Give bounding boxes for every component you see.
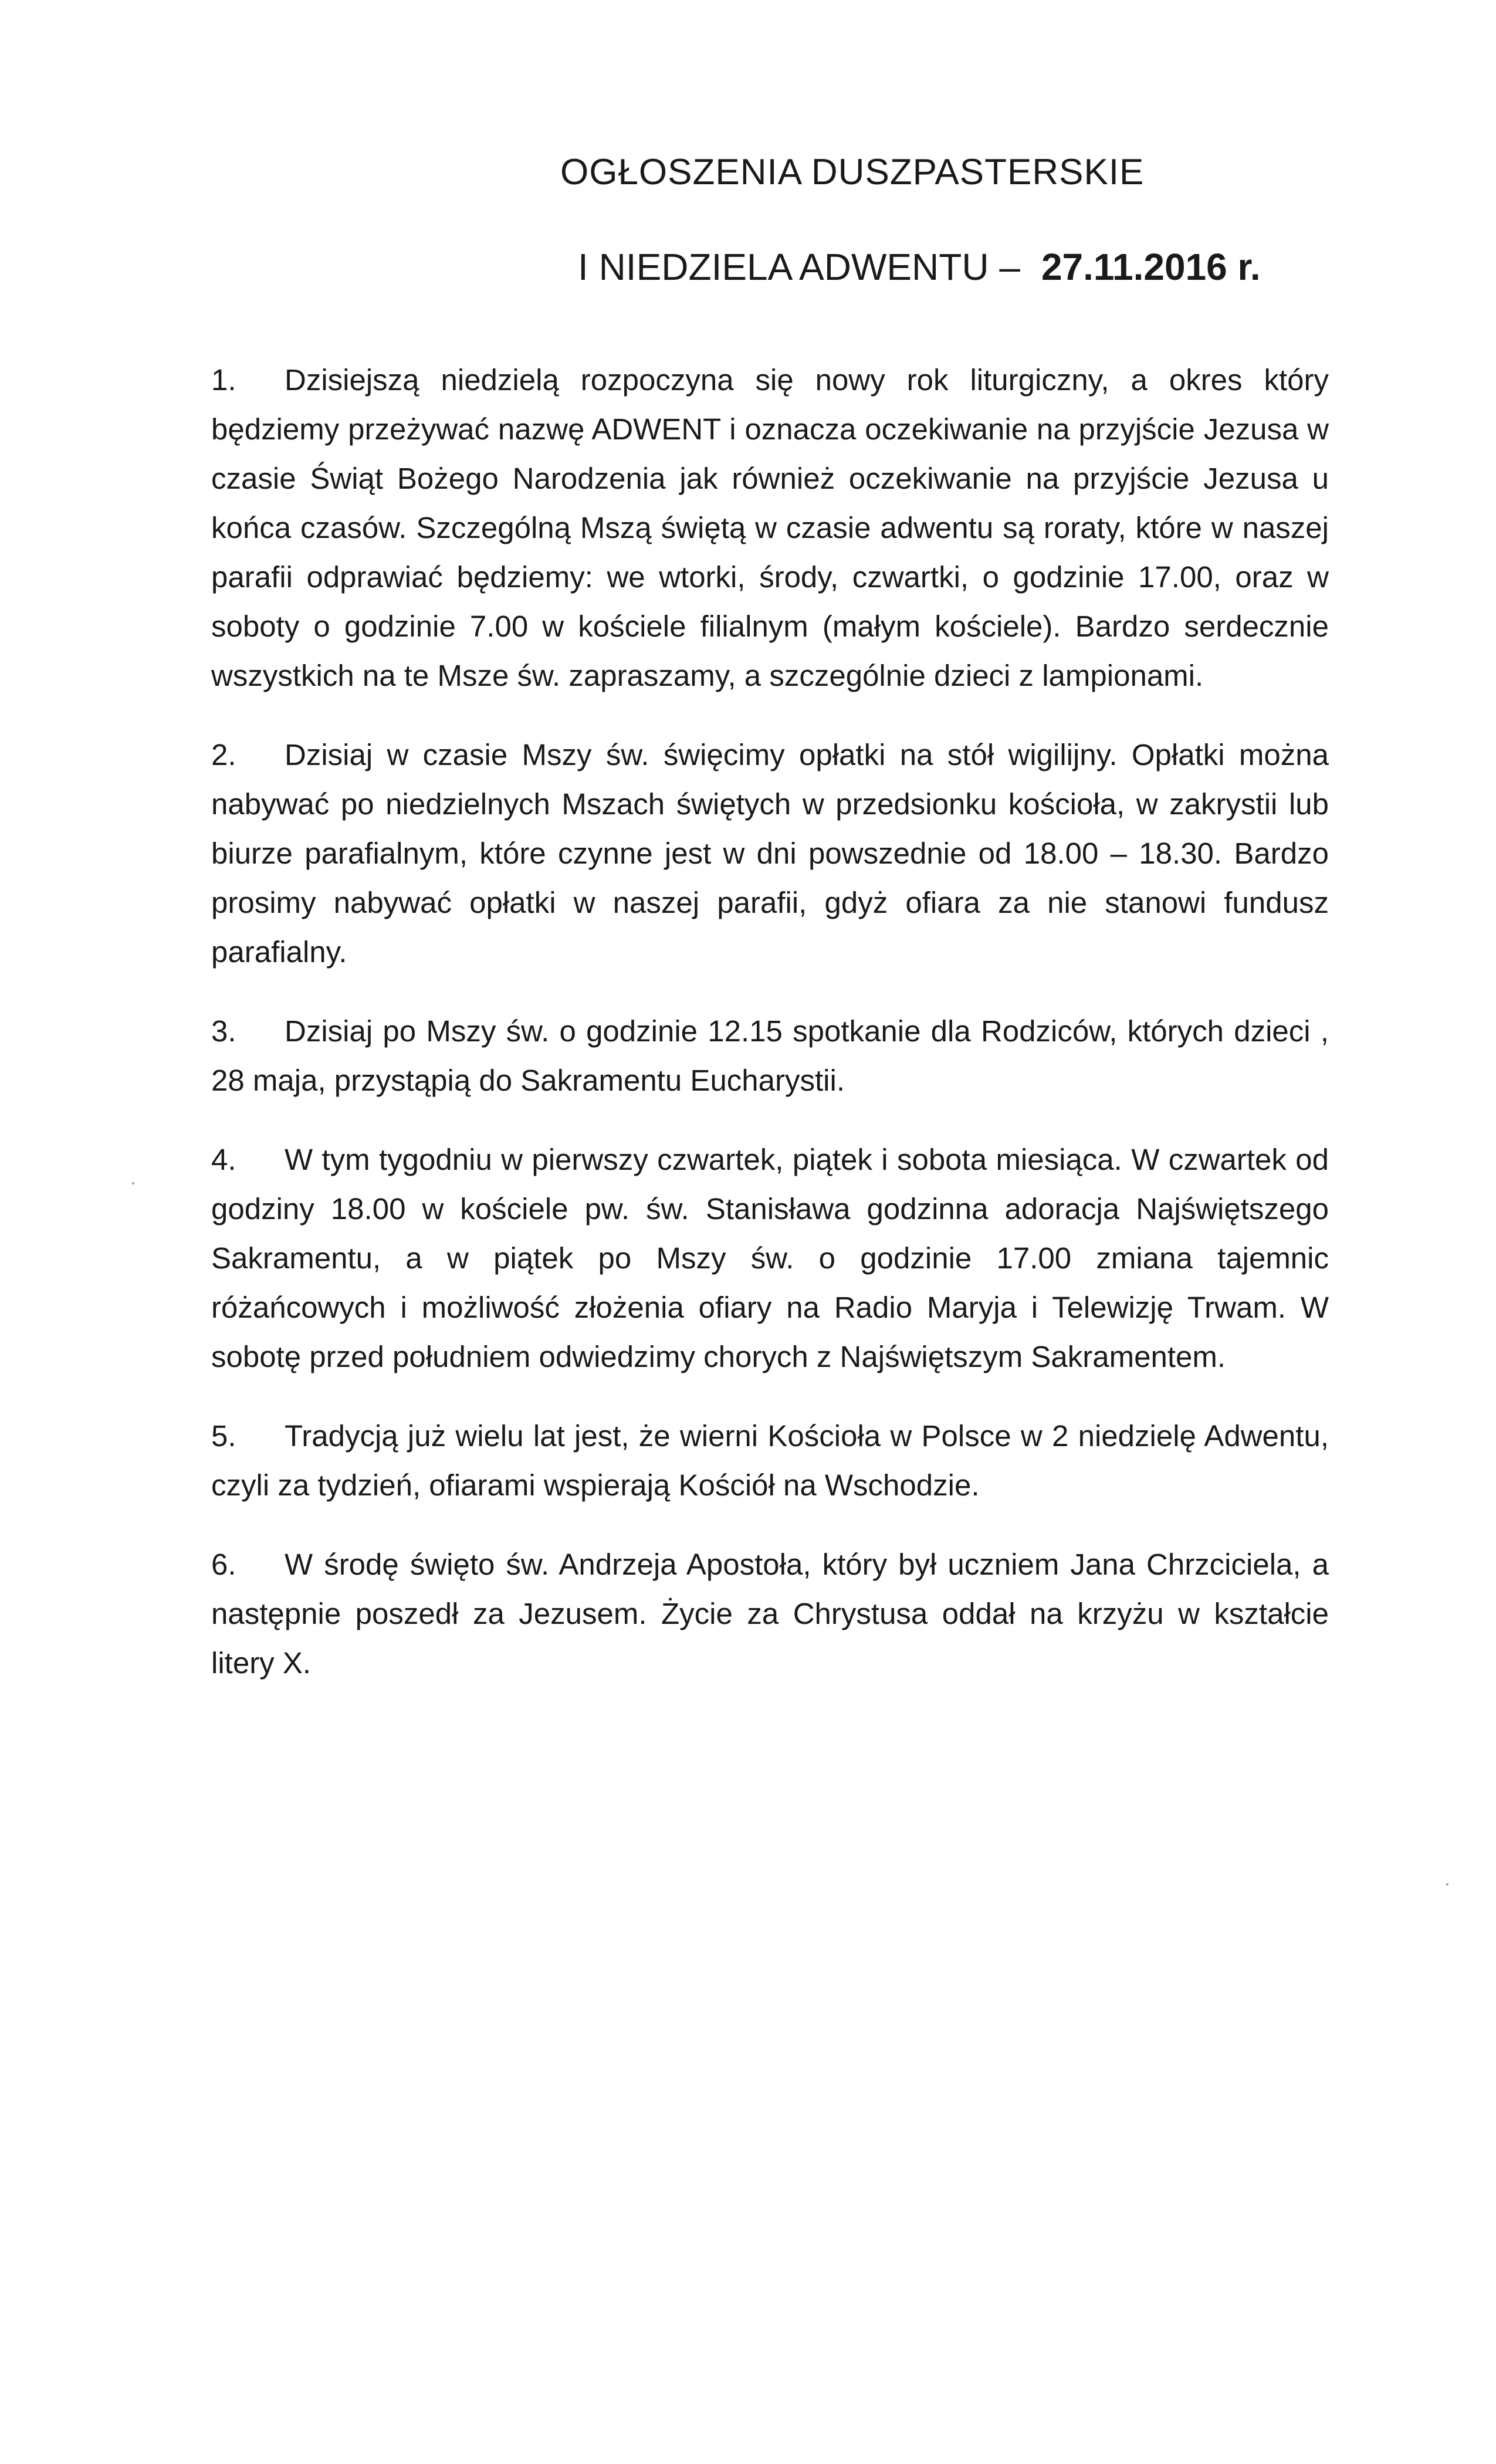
announcement-item <box>211 1007 1329 1105</box>
subtitle-prefix: I NIEDZIELA ADWENTU – <box>578 246 1020 288</box>
announcement-number: 1. <box>211 363 236 397</box>
announcement-text: Tradycją już wielu lat jest, że wierni Kościoła w Polsce w 2 niedzielę Adwentu, czyli za tydzień, ofiarami wspierają Kościół na Wschodzie. <box>211 1419 1329 1502</box>
document-title: OGŁOSZENIA DUSZPASTERSKIE <box>560 152 1145 192</box>
announcement-number: 2. <box>211 738 236 771</box>
announcement-item <box>211 356 1329 700</box>
scan-speck <box>1446 1883 1448 1886</box>
announcement-text: Dzisiejszą niedzielą rozpoczyna się nowy rok liturgiczny, a okres który będziemy przeżywać nazwę ADWENT i oznacza oczekiwanie na przyjście Jezusa w czasie Świąt Bożego Narodzenia jak również oczekiwanie na przyjście Jezusa u końca czasów. Szczególną Mszą świętą w czasie adwentu są roraty, które w naszej parafii odprawiać będziemy: we wtorki, środy, czwartki, o godzinie 17.00, oraz w soboty o godzinie 7.00 w kościele filialnym (małym kościele). Bardzo serdecznie wszystkich na te Msze św. zapraszamy, a szczególnie dzieci z lampionami. <box>211 363 1329 692</box>
announcement-text: W tym tygodniu w pierwszy czwartek, piątek i sobota miesiąca. W czwartek od godziny 18.00 w kościele pw. św. Stanisława godzinna adoracja Najświętszego Sakramentu, a w piątek po Mszy św. o godzinie 17.00 zmiana tajemnic różańcowych i możliwość złożenia ofiary na Radio Maryja i Telewizję Trwam. W sobotę przed południem odwiedzimy chorych z Najświętszym Sakramentem. <box>211 1143 1329 1373</box>
announcement-item <box>211 1135 1329 1382</box>
document-subtitle <box>578 245 1261 289</box>
announcement-number: 5. <box>211 1419 236 1453</box>
announcement-text: Dzisiaj w czasie Mszy św. święcimy opłatki na stół wigilijny. Opłatki można nabywać po niedzielnych Mszach świętych w przedsionku kościoła, w zakrystii lub biurze parafialnym, które czynne jest w dni powszednie od 18.00 – 18.30. Bardzo prosimy nabywać opłatki w naszej parafii, gdyż ofiara za nie stanowi fundusz parafialny. <box>211 738 1329 969</box>
subtitle-date: 27.11.2016 r. <box>1041 246 1261 288</box>
announcement-item <box>211 1412 1329 1510</box>
announcement-item <box>211 730 1329 977</box>
announcement-number: 6. <box>211 1548 236 1581</box>
announcement-text: W środę święto św. Andrzeja Apostoła, który był uczniem Jana Chrzciciela, a następnie poszedł za Jezusem. Życie za Chrystusa oddał na krzyżu w kształcie litery X. <box>211 1548 1329 1680</box>
announcement-text: Dzisiaj po Mszy św. o godzinie 12.15 spotkanie dla Rodziców, których dzieci , 28 maja, przystąpią do Sakramentu Eucharystii. <box>211 1014 1329 1097</box>
announcement-number: 3. <box>211 1014 236 1048</box>
scan-speck <box>132 1182 134 1184</box>
announcement-number: 4. <box>211 1143 236 1176</box>
announcement-item <box>211 1540 1329 1688</box>
announcements-list <box>211 326 1329 1710</box>
